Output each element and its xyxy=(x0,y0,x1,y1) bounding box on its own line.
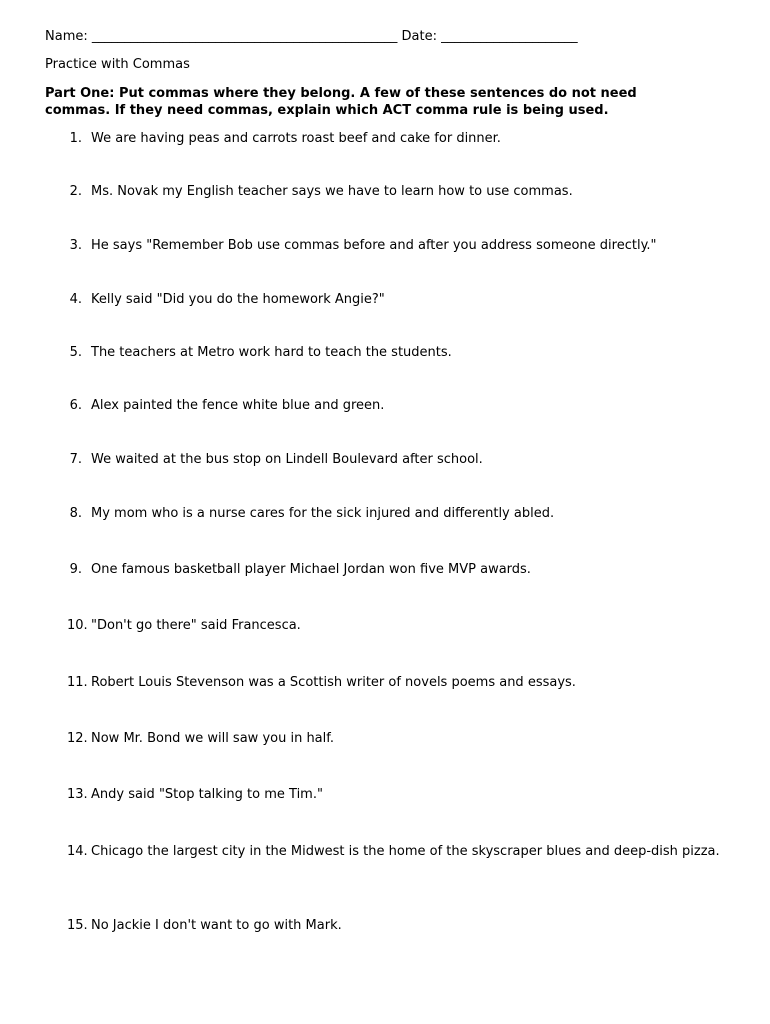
question-number: 6. xyxy=(69,398,82,413)
question-number: 1. xyxy=(69,131,82,146)
question-text: The teachers at Metro work hard to teach the students. xyxy=(91,345,452,360)
list-item xyxy=(0,674,730,692)
question-number: 3. xyxy=(69,238,82,253)
question-text: One famous basketball player Michael Jordan won five MVP awards. xyxy=(91,562,531,577)
question-number: 2. xyxy=(69,184,82,199)
list-item xyxy=(0,730,730,748)
question-number: 5. xyxy=(69,345,82,360)
question-text: Kelly said "Did you do the homework Angie?" xyxy=(91,292,385,307)
question-number: 9. xyxy=(69,562,82,577)
list-item xyxy=(0,344,730,362)
list-item xyxy=(0,505,730,523)
question-number: 11. xyxy=(67,675,88,690)
question-text: We waited at the bus stop on Lindell Boulevard after school. xyxy=(91,452,483,467)
list-item xyxy=(0,786,730,804)
question-text: We are having peas and carrots roast beef and cake for dinner. xyxy=(91,131,501,146)
question-number: 7. xyxy=(69,452,82,467)
question-number: 15. xyxy=(67,918,88,933)
question-text: Now Mr. Bond we will saw you in half. xyxy=(91,731,335,746)
question-text: No Jackie I don't want to go with Mark. xyxy=(91,918,342,933)
question-number: 13. xyxy=(67,787,88,802)
list-item xyxy=(0,397,730,415)
list-item xyxy=(0,917,730,935)
list-item xyxy=(0,617,730,635)
question-number: 10. xyxy=(67,618,88,633)
question-text: "Don't go there" said Francesca. xyxy=(91,618,301,633)
question-text: Alex painted the fence white blue and green. xyxy=(91,398,385,413)
list-item xyxy=(0,130,730,148)
question-text: Andy said "Stop talking to me Tim." xyxy=(91,787,323,802)
question-text: My mom who is a nurse cares for the sick injured and differently abled. xyxy=(91,506,555,521)
instructions: Part One: Put commas where they belong. A few of these sentences do not need commas. If they need commas, explain which ACT comma rule is being used. xyxy=(45,86,637,118)
question-text: Robert Louis Stevenson was a Scottish writer of novels poems and essays. xyxy=(91,675,576,690)
question-text: Ms. Novak my English teacher says we have to learn how to use commas. xyxy=(91,184,573,199)
list-item xyxy=(0,843,730,861)
list-item xyxy=(0,183,730,201)
worksheet-title: Practice with Commas xyxy=(45,57,190,72)
question-number: 14. xyxy=(67,844,88,859)
list-item xyxy=(0,451,730,469)
name-date-line: Name: _______________________________________________ Date: _____________________ xyxy=(45,29,578,44)
question-text: He says "Remember Bob use commas before and after you address someone directly." xyxy=(91,238,657,253)
question-text: Chicago the largest city in the Midwest is the home of the skyscraper blues and deep-dish pizza. xyxy=(91,844,720,859)
question-number: 12. xyxy=(67,731,88,746)
question-number: 4. xyxy=(69,292,82,307)
list-item xyxy=(0,291,730,309)
list-item xyxy=(0,561,730,579)
question-number: 8. xyxy=(69,506,82,521)
list-item xyxy=(0,237,730,255)
